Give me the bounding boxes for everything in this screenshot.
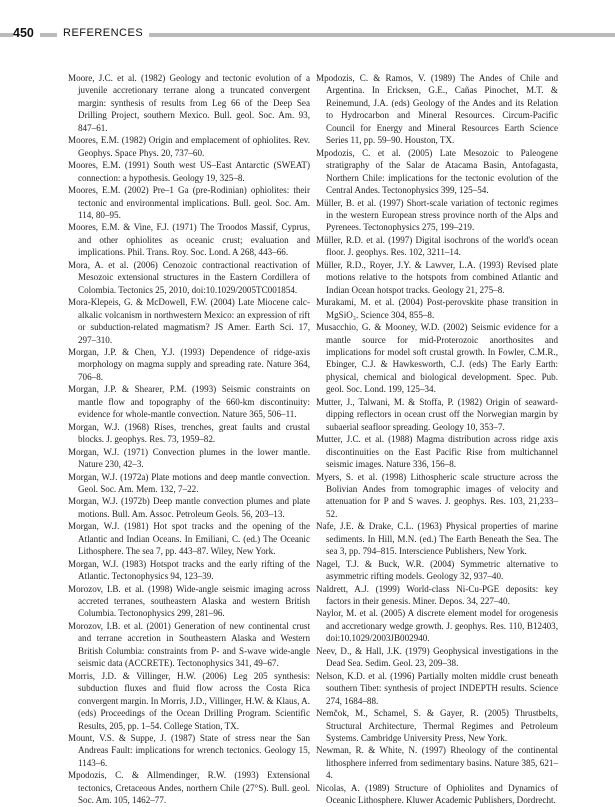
reference-entry: Nicolas, A. (1989) Structure of Ophiolites and Dynamics of Oceanic Lithosphere. Kluwer Academic Publishers, Dordrecht. xyxy=(316,782,558,806)
reference-entry: Musacchio, G. & Mooney, W.D. (2002) Seismic evidence for a mantle source for mid-Proterozoic anorthosites and implications for model soft crustal growth. In Fowler, C.M.R., Ebinger, C.J. & Hawkesworth, C.J. (eds) The Early Earth: physical, chemical and biological development. Spec. Pub. geol. Soc. Lond. 199, 125–34. xyxy=(316,322,558,395)
reference-entry: Mpodozis, C. & Allmendinger, R.W. (1993) Extensional tectonics, Cretaceous Andes, northern Chile (27°S). Bull. geol. Soc. Am. 105, 1462–77. xyxy=(68,770,310,806)
reference-entry: Mora-Klepeis, G. & McDowell, F.W. (2004) Late Miocene calc-alkalic volcanism in northwestern Mexico: an expression of rift or subduction-related magmatism? JS Amer. Earth Sci. 17, 297–310. xyxy=(68,297,310,345)
reference-entry: Nafe, J.E. & Drake, C.L. (1963) Physical properties of marine sediments. In Hill, M.N. (ed.) The Earth Beneath the Sea. The sea 3, pp. 794–815. Interscience Publishers, New York. xyxy=(316,521,558,557)
reference-entry: Müller, B. et al. (1997) Short-scale variation of tectonic regimes in the western European stress province north of the Alps and Pyrenees. Tectonophysics 275, 199–219. xyxy=(316,197,558,233)
right-column xyxy=(316,72,558,807)
page-number: 450 xyxy=(13,25,40,41)
reference-entry: Müller, R.D., Royer, J.Y. & Lawver, L.A. (1993) Revised plate motions relative to the hotspots from combined Atlantic and Indian Ocean hotspot tracks. Geology 21, 275–8. xyxy=(316,259,558,295)
reference-entry: Morgan, W.J. (1981) Hot spot tracks and the opening of the Atlantic and Indian Oceans. In Emiliani, C. (ed.) The Oceanic Lithosphere. The sea 7, pp. 443–87. Wiley, New York. xyxy=(68,521,310,557)
reference-entry: Moore, J.C. et al. (1982) Geology and tectonic evolution of a juvenile accretionary terrane along a truncated convergent margin: synthesis of results from Leg 66 of the Deep Sea Drilling Project, southern Mexico. Bull. geol. Soc. Am. 93, 847–61. xyxy=(68,73,310,133)
reference-entry: Mount, V.S. & Suppe, J. (1987) State of stress near the San Andreas Fault: implications for wrench tectonics. Geology 15, 1143–6. xyxy=(68,733,310,768)
reference-entry: Morgan, J.P. & Chen, Y.J. (1993) Dependence of ridge-axis morphology on magma supply and spreading rate. Nature 364, 706–8. xyxy=(68,346,310,382)
reference-entry: Mpodozis, C. et al. (2005) Late Mesozoic to Paleogene stratigraphy of the Salar de Atacama Basin, Antofagasta, Northern Chile: implications for the tectonic evolution of the Central Andes. Tectonophysics 399, 125–54. xyxy=(316,147,558,196)
reference-entry: Morgan, W.J. (1983) Hotspot tracks and the early rifting of the Atlantic. Tectonophysics 94, 123–39. xyxy=(68,558,310,582)
reference-entry: Nelson, K.D. et al. (1996) Partially molten middle crust beneath southern Tibet: synthesis of project INDEPTH results. Science 274, 1684–88. xyxy=(316,670,558,706)
section-title: REFERENCES xyxy=(57,25,149,41)
reference-entry: Morozov, I.B. et al. (2001) Generation of new continental crust and terrane accretion in Southeastern Alaska and Western British Columbia: constraints from P- and S-wave wide-angle seismic data (ACCRETE). Tectonophysics 341, 49–67. xyxy=(68,620,310,669)
reference-entry: Naylor, M. et al. (2005) A discrete element model for orogenesis and accretionary wedge growth. J. geophys. Res. 110, B12403, doi:10.1029/2003JB002940. xyxy=(316,608,558,644)
reference-entry: Müller, R.D. et al. (1997) Digital isochrons of the world's ocean floor. J. geophys. Res. 102, 3211–14. xyxy=(316,234,558,258)
reference-entry: Nagel, T.J. & Buck, W.R. (2004) Symmetric alternative to asymmetric rifting models. Geology 32, 937–40. xyxy=(316,558,558,582)
reference-entry: Moores, E.M. (1982) Origin and emplacement of ophiolites. Rev. Geophys. Space Phys. 20, 737–60. xyxy=(68,135,310,158)
reference-entry: Nemčok, M., Schamel, S. & Gayer, R. (2005) Thrustbelts, Structural Architecture, Thermal Regimes and Petroleum Systems. Cambridge University Press, New York. xyxy=(316,708,558,744)
reference-entry: Mora, A. et al. (2006) Cenozoic contractional reactivation of Mesozoic extensional structures in the Eastern Cordillera of Colombia. Tectonics 25, 2010, doi:10.1029/2005TC001854. xyxy=(68,259,310,295)
reference-entry: Mpodozis, C. & Ramos, V. (1989) The Andes of Chile and Argentina. In Ericksen, G.E., Cañas Pinochet, M.T. & Reinemund, J.A. (eds) Geology of the Andes and its Relation to Hydrocarbon and Mineral Resources. Circum-Pacific Council for Energy and Mineral Resources Earth Science Series 11, pp. 59–90. Houston, TX. xyxy=(316,73,558,146)
reference-entry: Morgan, W.J. (1972b) Deep mantle convection plumes and plate motions. Bull. Am. Assoc. Petroleum Geols. 56, 203–13. xyxy=(68,496,310,519)
reference-entry: Naldrett, A.J. (1999) World-class Ni-Cu-PGE deposits: key factors in their genesis. Miner. Depos. 34, 227–40. xyxy=(316,583,558,607)
reference-entry: Morgan, J.P. & Shearer, P.M. (1993) Seismic constraints on mantle flow and topography of the 660-km discontinuity: evidence for whole-mantle convection. Nature 365, 506–11. xyxy=(68,384,310,420)
reference-entry: Myers, S. et al. (1998) Lithospheric scale structure across the Bolivian Andes from tomographic images of velocity and attenuation for P and S waves. J. geophys. Res. 103, 21,233–52. xyxy=(316,471,558,519)
left-column xyxy=(68,72,310,807)
reference-entry: Morozov, I.B. et al. (1998) Wide-angle seismic imaging across accreted terranes, southeastern Alaska and western British Columbia. Tectonophysics 299, 281–96. xyxy=(68,583,310,619)
reference-entry: Mutter, J., Talwani, M. & Stoffa, P. (1982) Origin of seaward-dipping reflectors in ocean crust off the Norwegian margin by subaerial seafloor spreading. Geology 10, 353–7. xyxy=(316,396,558,432)
page-header xyxy=(0,25,615,41)
reference-entry: Morgan, W.J. (1972a) Plate motions and deep mantle convection. Geol. Soc. Am. Mem. 132, 7–22. xyxy=(68,471,310,494)
reference-entry: Neev, D., & Hall, J.K. (1979) Geophysical investigations in the Dead Sea. Sedim. Geol. 23, 209–38. xyxy=(316,645,558,669)
reference-entry: Murakami, M. et al. (2004) Post-perovskite phase transition in MgSiO₃. Science 304, 855–8. xyxy=(316,297,558,320)
reference-entry: Morgan, W.J. (1968) Rises, trenches, great faults and crustal blocks. J. geophys. Res. 73, 1959–82. xyxy=(68,421,310,445)
reference-entry: Morris, J.D. & Villinger, H.W. (2006) Leg 205 synthesis: subduction fluxes and fluid flow across the Costa Rica convergent margin. In Morris, J.D., Villinger, H.W. & Klaus, A. (eds) Proceedings of the Ocean Drilling Program. Scientific Results, 205, pp. 1–54. College Station, TX. xyxy=(68,670,310,731)
reference-entry: Moores, E.M. (2002) Pre–1 Ga (pre-Rodinian) ophiolites: their tectonic and environmental implications. Bull. geol. Soc. Am. 114, 80–95. xyxy=(68,185,310,220)
reference-entry: Newman, R. & White, N. (1997) Rheology of the continental lithosphere inferred from sedimentary basins. Nature 385, 621–4. xyxy=(316,745,558,781)
reference-entry: Moores, E.M. (1991) South west US–East Antarctic (SWEAT) connection: a hypothesis. Geology 19, 325–8. xyxy=(68,160,310,183)
reference-entry: Mutter, J.C. et al. (1988) Magma distribution across ridge axis discontinuities on the East Pacific Rise from multichannel seismic images. Nature 336, 156–8. xyxy=(316,434,558,470)
reference-entry: Morgan, W.J. (1971) Convection plumes in the lower mantle. Nature 230, 42–3. xyxy=(68,446,310,470)
reference-entry: Moores, E.M. & Vine, F.J. (1971) The Troodos Massif, Cyprus, and other ophiolites as oceanic crust; evaluation and implications. Phil. Trans. Roy. Soc. Lond. A 268, 443–66. xyxy=(68,222,310,258)
